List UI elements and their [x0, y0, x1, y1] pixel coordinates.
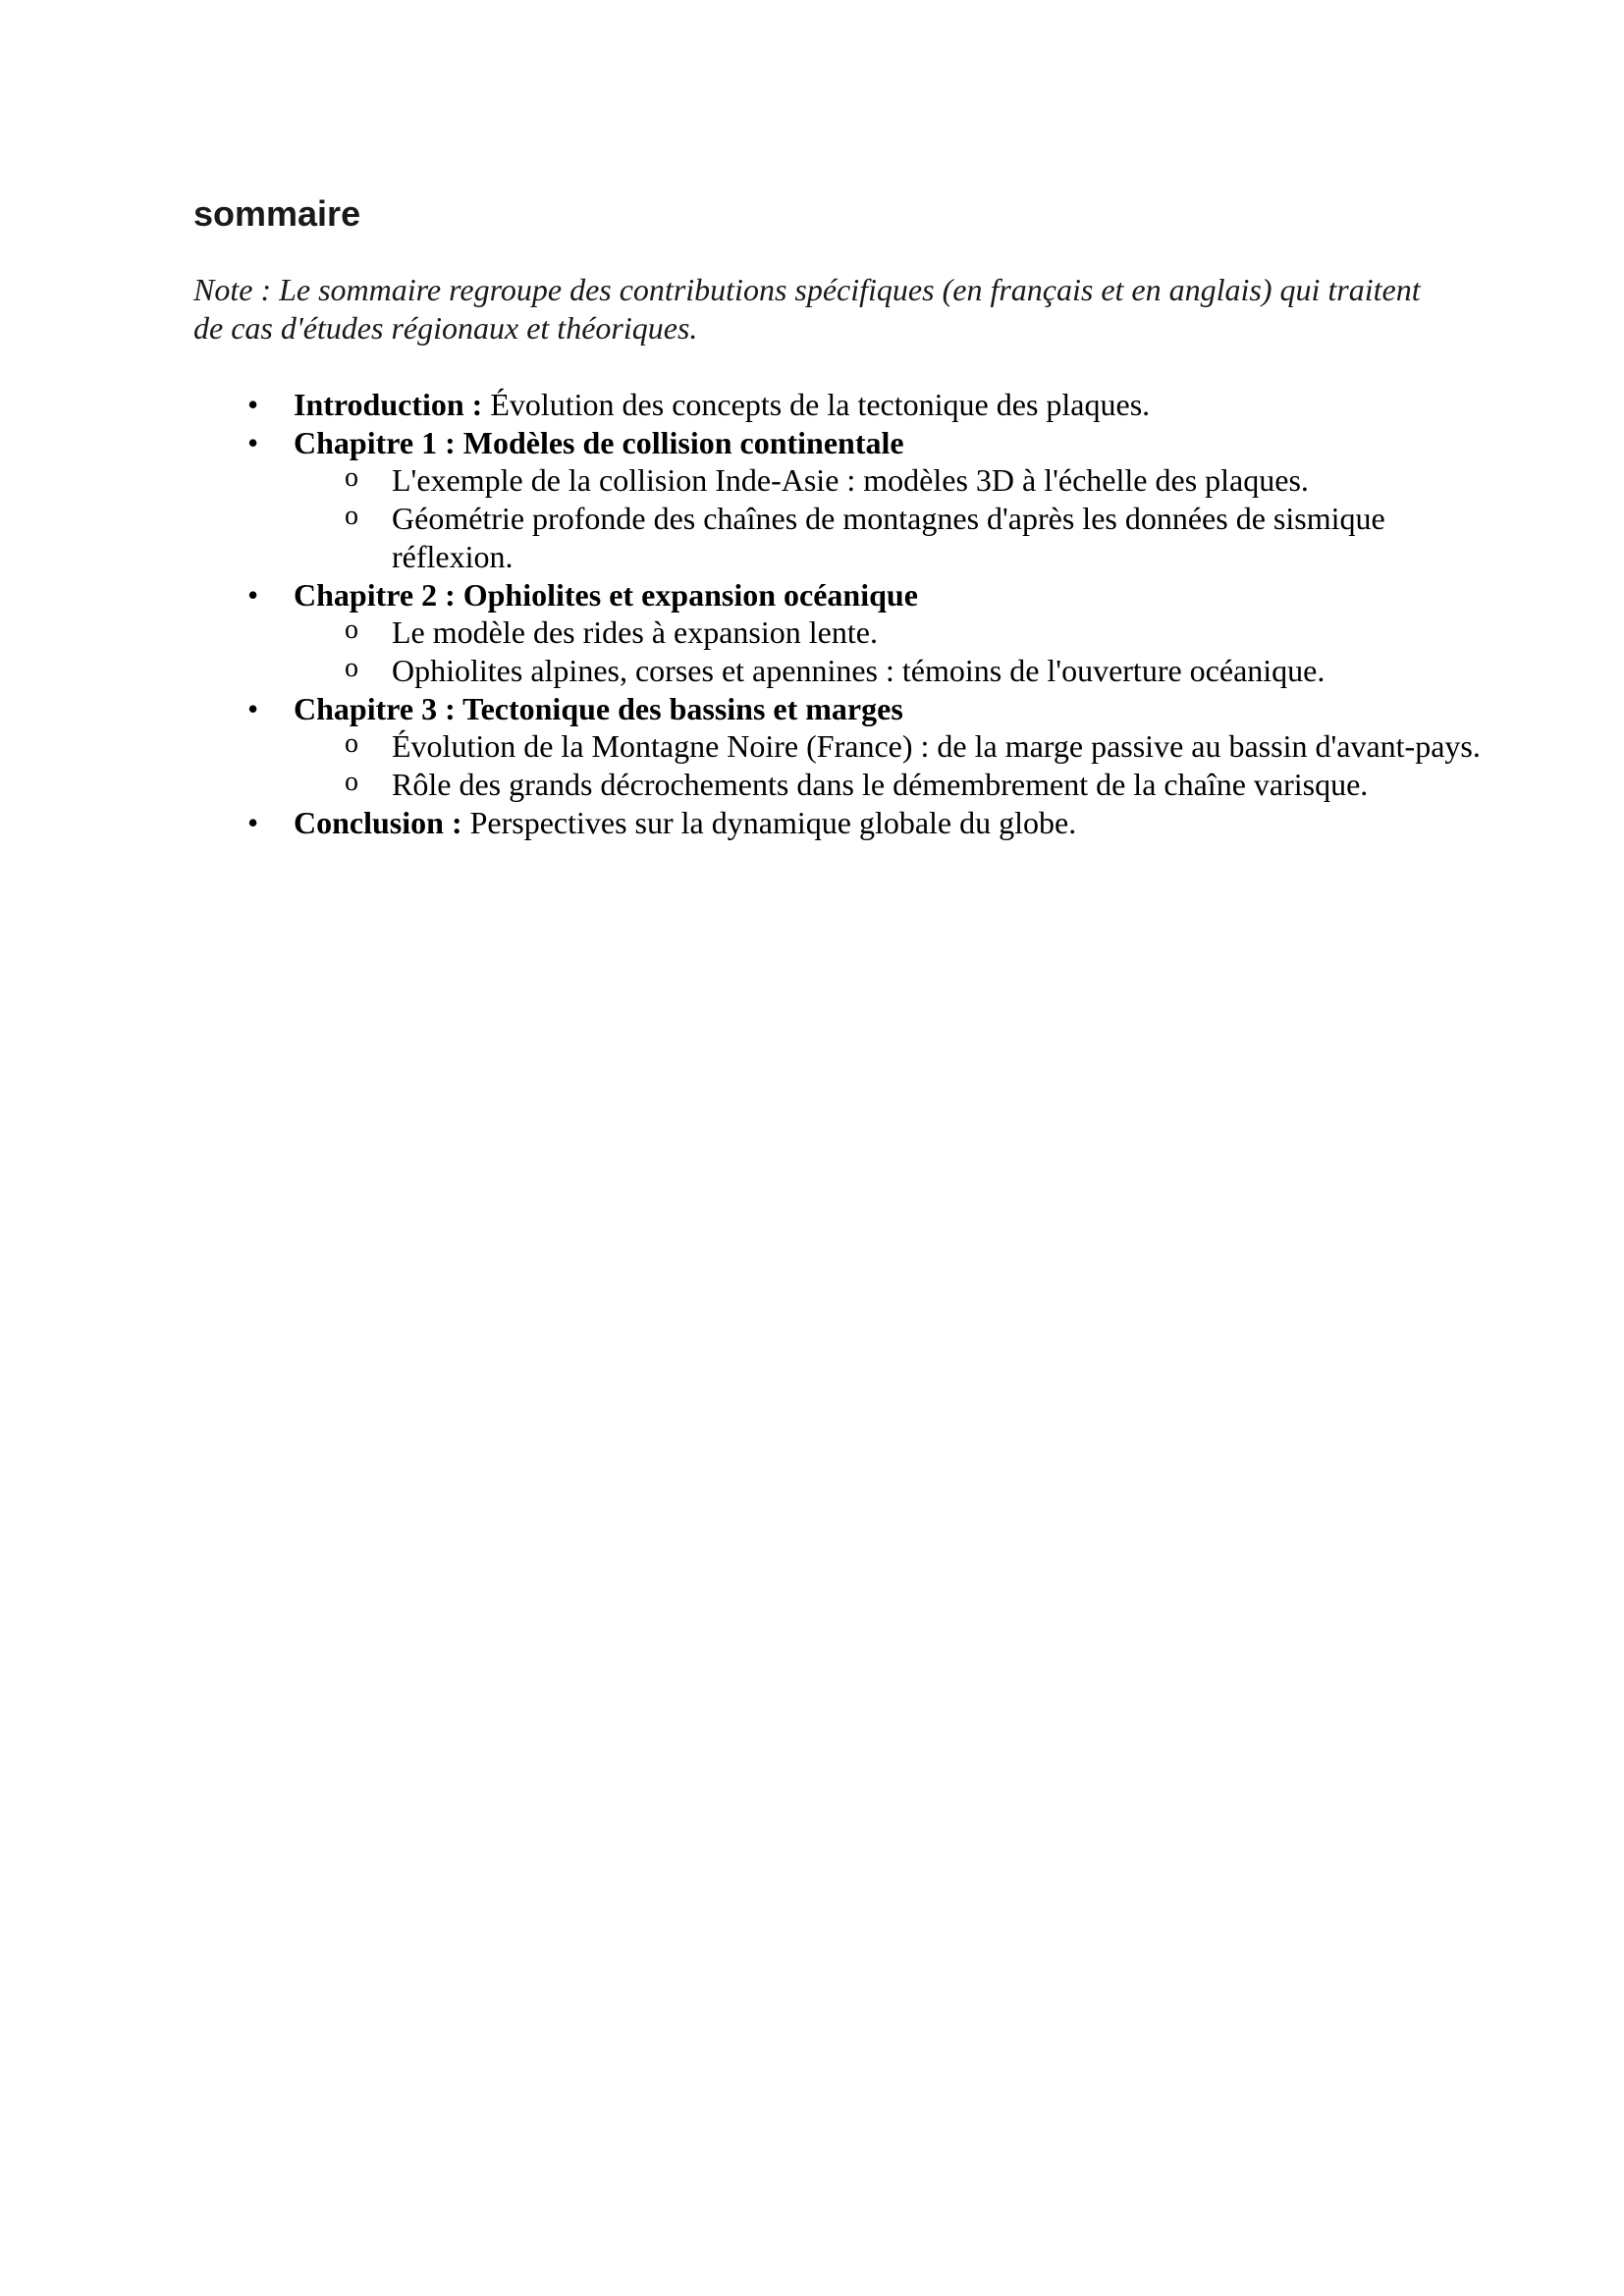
page-title: sommaire [193, 193, 361, 234]
toc-subitem-text: Ophiolites alpines, corses et apennines : témoins de l'ouverture océanique. [392, 652, 1326, 688]
bullet-icon: • [247, 576, 259, 613]
toc-item-text: Perspectives sur la dynamique globale du globe. [461, 804, 1077, 840]
circle-bullet-icon: o [345, 501, 358, 532]
toc-subitem [294, 500, 1501, 575]
toc-sublist [294, 461, 1470, 575]
toc-subitem [294, 766, 1501, 804]
summary-note: Note : Le sommaire regroupe des contributions spécifiques (en français et en anglais) qui traitent de cas d'études régionaux et théoriques. [193, 272, 1421, 346]
toc-item-label: Chapitre 3 : Tectonique des bassins et marges [294, 690, 903, 726]
toc-item-label: Introduction : [294, 387, 483, 422]
toc-item-label: Chapitre 2 : Ophiolites et expansion océanique [294, 576, 918, 613]
toc-item [193, 386, 1470, 424]
bullet-icon: • [247, 387, 259, 422]
toc-subitem [294, 614, 1501, 652]
toc-item-text: Évolution des concepts de la tectonique des plaques. [482, 387, 1151, 422]
bullet-icon: • [247, 804, 259, 840]
toc-subitem [294, 652, 1501, 690]
toc-item-label: Chapitre 1 : Modèles de collision continentale [294, 424, 904, 460]
toc-subitem [294, 727, 1501, 766]
toc-subitem-text: Le modèle des rides à expansion lente. [392, 614, 878, 651]
toc-sublist [294, 727, 1481, 803]
toc-item [193, 424, 1470, 576]
toc-item-label: Conclusion : [294, 804, 462, 840]
toc-sublist [294, 614, 1470, 689]
circle-bullet-icon: o [345, 462, 358, 494]
circle-bullet-icon: o [345, 652, 358, 683]
circle-bullet-icon: o [345, 614, 358, 646]
circle-bullet-icon: o [345, 728, 358, 760]
toc-subitem-text: Rôle des grands décrochements dans le démembrement de la chaîne varisque. [392, 767, 1369, 803]
bullet-icon: • [247, 424, 259, 460]
table-of-contents [193, 386, 1481, 841]
circle-bullet-icon: o [345, 767, 358, 798]
toc-item [193, 690, 1481, 804]
toc-item [193, 804, 1470, 842]
toc-subitem-text: Géométrie profonde des chaînes de montagnes d'après les données de sismique réflexion. [392, 501, 1385, 574]
bullet-icon: • [247, 690, 259, 726]
toc-item [193, 576, 1470, 690]
toc-subitem [294, 461, 1501, 500]
toc-subitem-text: L'exemple de la collision Inde-Asie : modèles 3D à l'échelle des plaques. [392, 462, 1309, 499]
toc-subitem-text: Évolution de la Montagne Noire (France) : de la marge passive au bassin d'avant-pays. [392, 728, 1481, 765]
